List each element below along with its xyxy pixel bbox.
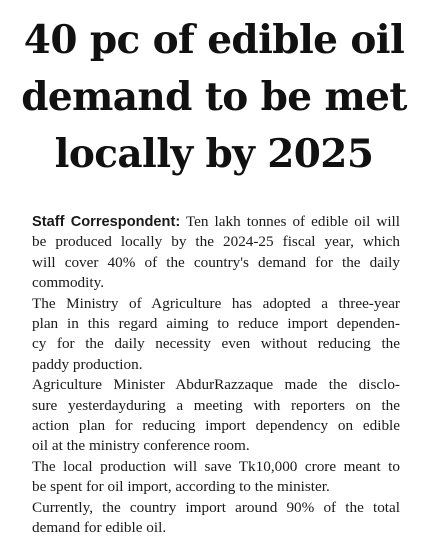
text-line: The Ministry of Agriculture has adopted a three-year [32, 294, 400, 312]
text-line: The local production will save Tk10,000 crore meant to [32, 457, 400, 475]
text-line: will cover 40% of the country's demand for the daily [32, 253, 400, 271]
text-line [32, 212, 400, 232]
paragraph [32, 294, 400, 376]
text-line: be produced locally by the 2024-25 fiscal year, which [32, 233, 400, 251]
text-line: Agriculture Minister AbdurRazzaque made the disclo- [32, 376, 400, 394]
paragraph [32, 375, 400, 457]
text-line: commodity. [32, 274, 104, 292]
text-line: cy for the daily necessity even without reducing the [32, 335, 400, 353]
text-line: oil at the ministry conference room. [32, 437, 250, 455]
byline: Staff Correspondent: [32, 214, 181, 230]
text-segment: Ten lakh tonnes of edible oil will [185, 213, 400, 230]
text-line: demand for edible oil. [32, 519, 167, 537]
text-line: be spent for oil import, according to the minister. [32, 478, 330, 496]
headline-line: demand to be met [21, 74, 407, 120]
paragraph [32, 498, 400, 539]
headline-line: 40 pc of edible oil [23, 17, 405, 63]
text-line: action plan for reducing import dependency on edible [32, 417, 400, 435]
headline [0, 0, 428, 183]
text-line: Currently, the country import around 90% of the total [32, 498, 400, 516]
paragraph [32, 457, 400, 498]
headline-line: locally by 2025 [54, 131, 374, 177]
text-line: sure yesterdayduring a meeting with reporters on the [32, 396, 400, 414]
text-line: plan in this regard aiming to reduce import dependen- [32, 315, 400, 333]
text-line: paddy production. [32, 355, 143, 373]
paragraph [32, 212, 400, 294]
article-body [32, 212, 400, 539]
